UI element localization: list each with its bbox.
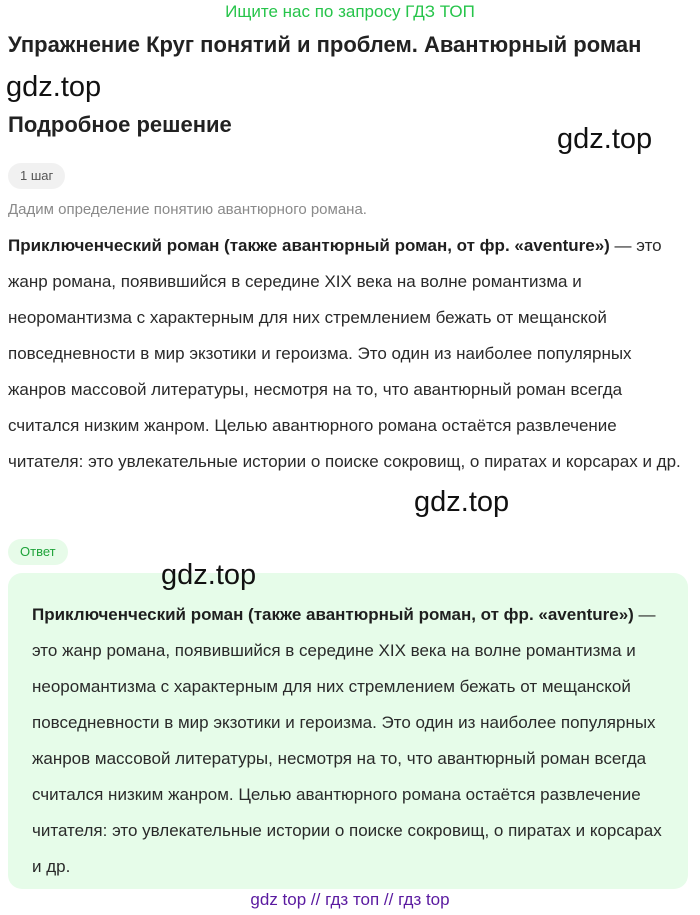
answer-badge: Ответ: [8, 539, 68, 565]
watermark: gdz.top: [161, 559, 257, 591]
answer-definition: — это жанр романа, появившийся в середине XIX века на волне романтизма и неоромантизма с характерным для них стремлением бежать от мещанской повседневности в мир экзотики и героизма. Это один из наиболее популярных жанров массовой литературы, несмотря на то, что авантюрный роман всегда считался низким жанром. Целью авантюрного романа остаётся развлечение читателя: это увлекательные истории о поиске сокровищ, о пиратах и корсарах и др.: [32, 605, 662, 876]
solution-text: [8, 228, 690, 480]
section-title: Подробное решение: [8, 112, 232, 137]
search-banner[interactable]: Ищите нас по запросу ГДЗ ТОП: [225, 2, 475, 21]
page-title: Упражнение Круг понятий и проблем. Авантюрный роман: [8, 32, 642, 57]
solution-definition: — это жанр романа, появившийся в середине XIX века на волне романтизма и неоромантизма с характерным для них стремлением бежать от мещанской повседневности в мир экзотики и героизма. Это один из наиболее популярных жанров массовой литературы, несмотря на то, что авантюрный роман всегда считался низким жанром. Целью авантюрного романа остаётся развлечение читателя: это увлекательные истории о поиске сокровищ, о пиратах и корсарах и др.: [8, 236, 681, 471]
answer-text: [32, 597, 672, 885]
watermark: gdz.top: [414, 486, 510, 518]
answer-term: Приключенческий роман (также авантюрный роман, от фр. «aventure»): [32, 605, 634, 624]
watermark: gdz.top: [6, 71, 102, 103]
step-description: Дадим определение понятию авантюрного романа.: [8, 201, 367, 218]
step-badge: 1 шаг: [8, 163, 65, 189]
footer-links[interactable]: gdz top // гдз топ // гдз top: [250, 890, 450, 909]
watermark: gdz.top: [557, 123, 653, 155]
solution-term: Приключенческий роман (также авантюрный роман, от фр. «aventure»): [8, 236, 610, 255]
